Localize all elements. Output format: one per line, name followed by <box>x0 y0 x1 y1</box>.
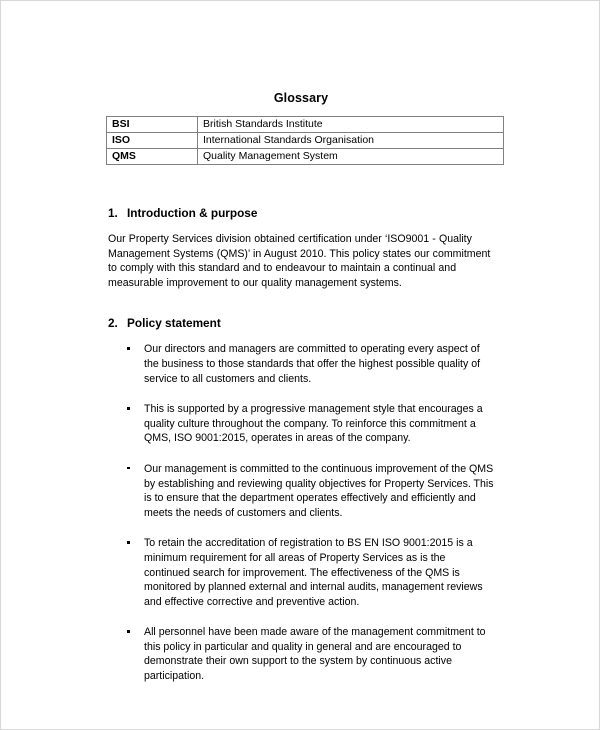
glossary-table <box>106 116 504 165</box>
list-item <box>108 462 494 520</box>
table-row <box>107 117 504 133</box>
list-item <box>108 402 494 446</box>
glossary-definition: Quality Management System <box>198 149 504 165</box>
glossary-definition: British Standards Institute <box>198 117 504 133</box>
bullet-point-icon <box>127 630 130 633</box>
list-item-text: This is supported by a progressive management style that encourages a quality culture throughout the company. To reinforce this commitment a QMS, ISO 9001:2015, operates in areas of the company. <box>144 403 483 445</box>
section-paragraph: Our Property Services division obtained certification under ‘ISO9001 - Quality Management Systems (QMS)’ in August 2010. This policy states our commitment to comply with this standard and to endeavour to maintain a continual and measurable improvement to our quality management systems. <box>108 233 491 289</box>
section-heading-policy-statement <box>108 316 494 331</box>
section-spacer <box>108 290 494 316</box>
bullet-point-icon <box>127 467 130 470</box>
table-row <box>107 149 504 165</box>
section-title: Policy statement <box>127 316 221 331</box>
list-item <box>108 342 494 386</box>
glossary-term: BSI <box>107 117 198 133</box>
bullet-point-icon <box>127 407 130 410</box>
list-item-text: All personnel have been made aware of the management commitment to this policy in particular and quality in general and are encouraged to demonstrate their own support to the system by continuous active participation. <box>144 626 486 683</box>
bullet-point-icon <box>127 347 130 350</box>
policy-bullet-list <box>108 342 494 683</box>
table-row <box>107 133 504 149</box>
section-policy-statement <box>108 316 494 683</box>
page-title: Glossary <box>273 91 329 105</box>
list-item-text: Our directors and managers are committed to operating every aspect of the business to those standards that offer the highest possible quality of service to all customers and clients. <box>144 343 481 385</box>
list-item-text: Our management is committed to the continuous improvement of the QMS by establishing and reviewing quality objectives for Property Services. This is to ensure that the department operates effectively and efficiently and meets the needs of customers and clients. <box>144 462 494 519</box>
document-body <box>108 206 494 684</box>
section-number: 1. <box>108 206 118 220</box>
section-introduction <box>108 206 494 290</box>
list-item <box>108 536 494 609</box>
section-heading-introduction <box>108 206 494 221</box>
list-item-text: To retain the accreditation of registration to BS EN ISO 9001:2015 is a minimum requirement for all areas of Property Services as is the continued search for improvement. The effectiveness of the QMS is monitored by planned external and internal audits, management reviews and effective corrective and preventive action. <box>144 537 483 608</box>
section-number: 2. <box>108 316 118 331</box>
section-title: Introduction & purpose <box>127 206 258 220</box>
bullet-point-icon <box>127 541 130 544</box>
glossary-term: QMS <box>107 149 198 165</box>
glossary-term: ISO <box>107 133 198 149</box>
glossary-definition: International Standards Organisation <box>198 133 504 149</box>
glossary-table-body <box>107 117 504 165</box>
list-item <box>108 625 494 683</box>
